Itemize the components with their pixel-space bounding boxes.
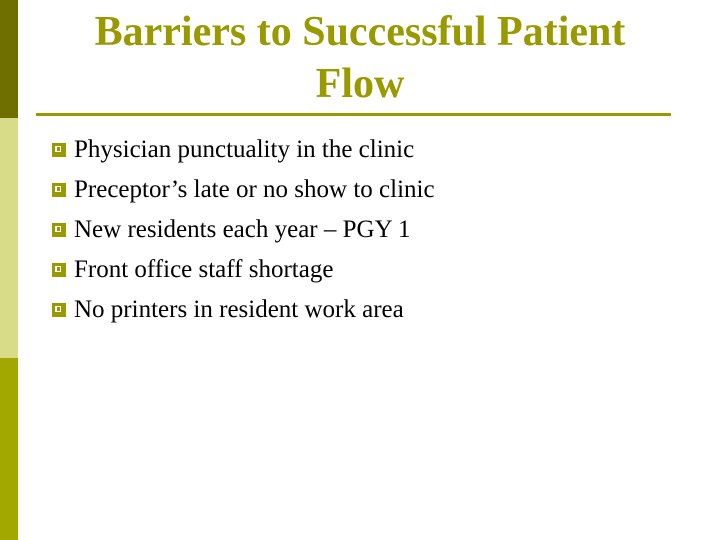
- bullet-text: No printers in resident work area: [74, 296, 404, 323]
- bullet-text: New residents each year – PGY 1: [74, 216, 411, 243]
- side-band-bottom: [0, 358, 18, 540]
- bullet-text: Front office staff shortage: [74, 256, 334, 283]
- square-bullet-icon: [52, 303, 66, 317]
- title-underline: [36, 113, 671, 116]
- list-item: [52, 210, 435, 250]
- list-item: [52, 170, 435, 210]
- slide-title-line-2: Flow: [315, 61, 405, 107]
- list-item: [52, 250, 435, 290]
- square-bullet-icon: [52, 223, 66, 237]
- square-bullet-icon: [52, 183, 66, 197]
- slide-title: [30, 6, 690, 110]
- square-bullet-icon: [52, 143, 66, 157]
- square-bullet-icon: [52, 263, 66, 277]
- side-band-top: [0, 0, 18, 118]
- side-band-middle: [0, 118, 18, 358]
- bullet-text: Physician punctuality in the clinic: [74, 136, 415, 163]
- list-item: [52, 130, 435, 170]
- bullet-text: Preceptor’s late or no show to clinic: [74, 176, 435, 203]
- list-item: [52, 290, 435, 330]
- slide-title-line-1: Barriers to Successful Patient: [94, 9, 626, 55]
- bullet-list: [52, 130, 435, 330]
